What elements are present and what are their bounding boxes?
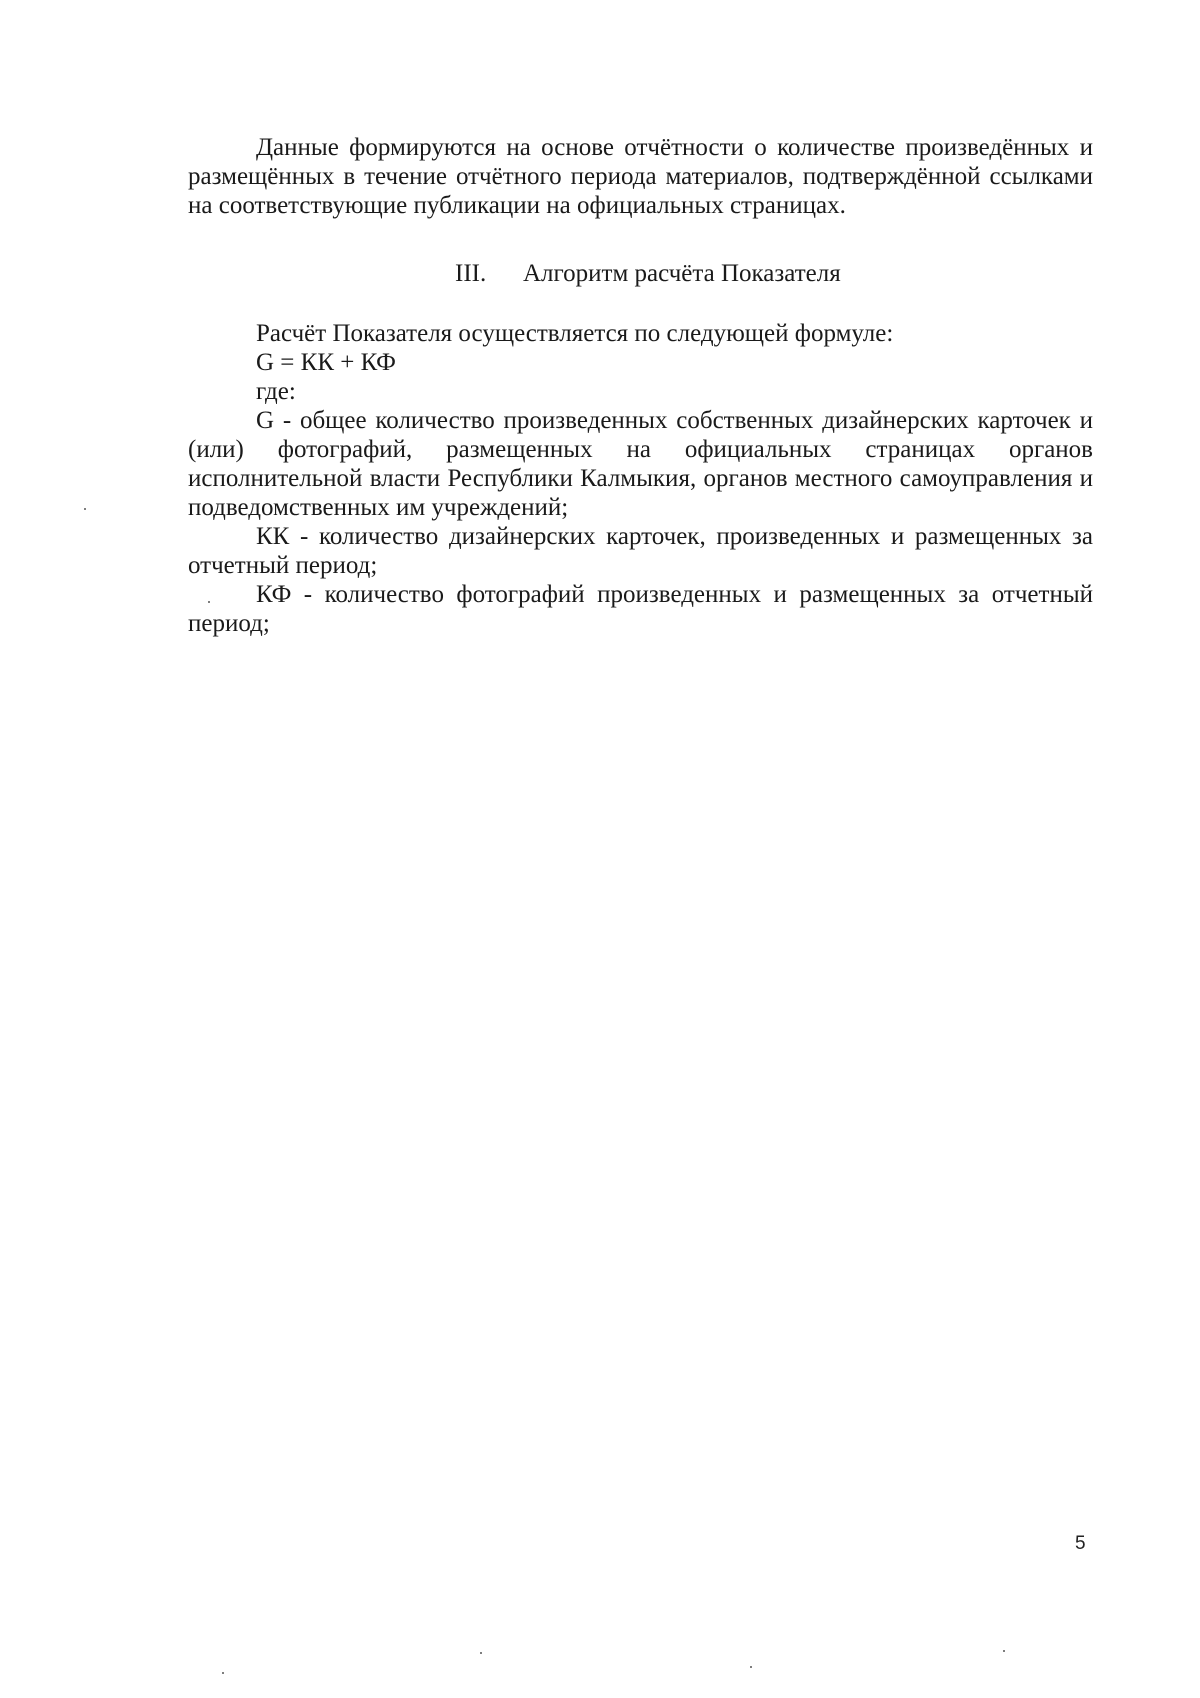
scan-speck <box>750 1666 752 1668</box>
where-label: где: <box>256 378 296 405</box>
scan-speck <box>84 508 86 510</box>
scan-speck <box>1003 1650 1005 1652</box>
section-heading <box>455 259 841 288</box>
definition-g: G - общее количество произведенных собственных дизайнерских карточек и (или) фотографий, размещенных на официальных страницах органов исполнительной власти Республики Калмыкия, органов местного самоуправления и подведомственных им учреждений; <box>188 407 1093 521</box>
formula-intro: Расчёт Показателя осуществляется по следующей формуле: <box>256 320 894 347</box>
formula: G = КК + КФ <box>256 349 396 376</box>
definition-kf: КФ - количество фотографий произведенных и размещенных за отчетный период; <box>188 581 1093 637</box>
section-title: Алгоритм расчёта Показателя <box>523 260 841 287</box>
intro-block <box>188 133 1093 220</box>
definition-kk: КК - количество дизайнерских карточек, произведенных и размещенных за отчетный период; <box>188 523 1093 579</box>
formula-block <box>188 319 1093 638</box>
intro-paragraph: Данные формируются на основе отчётности о количестве произведённых и размещённых в течение отчётного периода материалов, подтверждённой ссылками на соответствующие публикации на официальных страницах. <box>188 134 1093 219</box>
scan-speck <box>480 1652 482 1654</box>
page-number: 5 <box>1075 1533 1086 1554</box>
section-number: III. <box>455 260 487 287</box>
scan-speck <box>208 601 210 603</box>
scan-speck <box>222 1672 224 1674</box>
